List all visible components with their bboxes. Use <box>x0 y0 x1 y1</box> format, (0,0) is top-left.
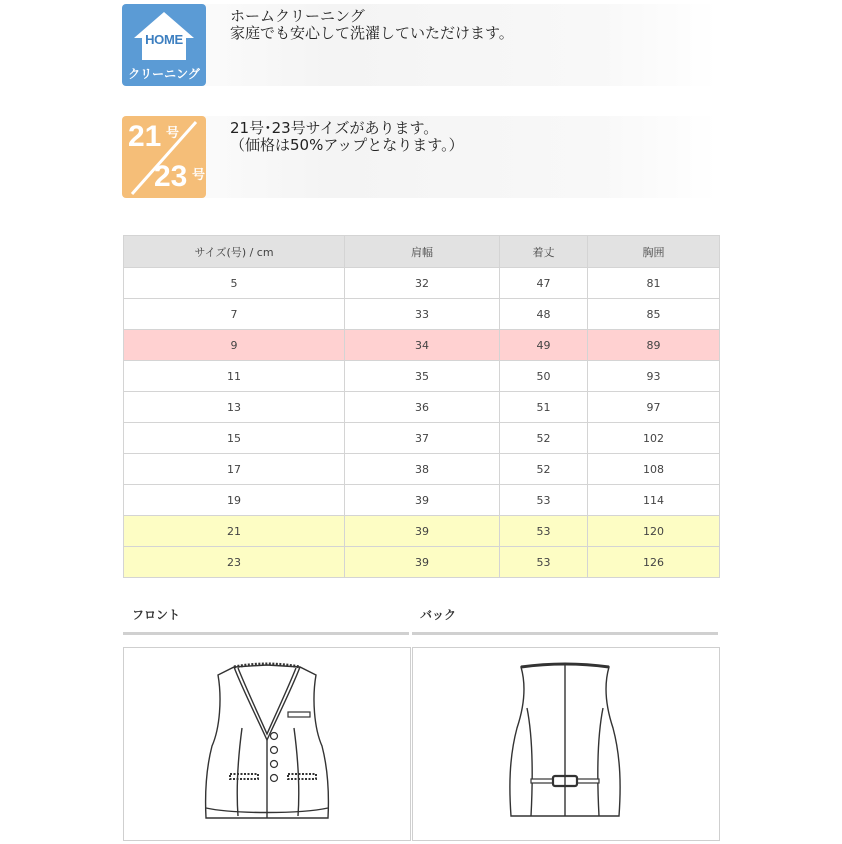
back-divider <box>412 632 718 635</box>
table-row <box>124 268 720 299</box>
size-table-body <box>124 268 720 578</box>
cell-bust: 114 <box>588 485 720 516</box>
cell-length: 49 <box>500 330 588 361</box>
cell-length: 48 <box>500 299 588 330</box>
size-21-suffix: 号 <box>166 125 180 140</box>
cell-bust: 102 <box>588 423 720 454</box>
cell-shoulder-width: 36 <box>345 392 500 423</box>
feature-text <box>230 8 514 42</box>
feature-text <box>230 120 464 154</box>
cell-shoulder-width: 32 <box>345 268 500 299</box>
table-row <box>124 392 720 423</box>
cell-length: 53 <box>500 547 588 578</box>
back-view-illustration <box>412 647 720 841</box>
cell-shoulder-width: 34 <box>345 330 500 361</box>
table-row <box>124 454 720 485</box>
front-view-illustration <box>123 647 411 841</box>
cell-length: 51 <box>500 392 588 423</box>
table-row <box>124 330 720 361</box>
cell-size: 17 <box>124 454 345 485</box>
cell-bust: 85 <box>588 299 720 330</box>
header-size: サイズ(号) / cm <box>124 236 345 268</box>
feature-description: （価格は50%アップとなります。） <box>230 136 464 154</box>
vest-front-drawing <box>124 648 410 840</box>
cell-size: 23 <box>124 547 345 578</box>
back-view-label: バック <box>420 608 457 622</box>
cell-shoulder-width: 38 <box>345 454 500 485</box>
home-icon-label: HOME <box>145 32 183 47</box>
cell-bust: 81 <box>588 268 720 299</box>
cell-length: 52 <box>500 454 588 485</box>
cell-size: 7 <box>124 299 345 330</box>
cell-bust: 120 <box>588 516 720 547</box>
header-shoulder-width: 肩幅 <box>345 236 500 268</box>
cell-bust: 93 <box>588 361 720 392</box>
table-row <box>124 299 720 330</box>
header-length: 着丈 <box>500 236 588 268</box>
cell-size: 15 <box>124 423 345 454</box>
cell-size: 21 <box>124 516 345 547</box>
feature-title: ホームクリーニング <box>230 7 365 25</box>
feature-description: 家庭でも安心して洗濯していただけます。 <box>230 24 514 42</box>
table-row <box>124 423 720 454</box>
cell-shoulder-width: 39 <box>345 547 500 578</box>
cell-size: 13 <box>124 392 345 423</box>
header-bust: 胸囲 <box>588 236 720 268</box>
cleaning-icon-label: クリーニング <box>128 67 200 81</box>
cell-shoulder-width: 33 <box>345 299 500 330</box>
cell-length: 47 <box>500 268 588 299</box>
home-cleaning-icon <box>122 4 206 86</box>
cell-size: 19 <box>124 485 345 516</box>
table-row <box>124 516 720 547</box>
front-divider <box>123 632 409 635</box>
cell-shoulder-width: 37 <box>345 423 500 454</box>
size-21-number: 21 <box>128 120 162 153</box>
size-table <box>123 235 720 578</box>
cell-size: 9 <box>124 330 345 361</box>
cell-length: 50 <box>500 361 588 392</box>
table-row <box>124 547 720 578</box>
feature-home-cleaning <box>122 4 718 86</box>
cell-shoulder-width: 39 <box>345 516 500 547</box>
size-21-23-icon <box>122 116 206 198</box>
size-23-suffix: 号 <box>192 167 206 182</box>
cell-bust: 108 <box>588 454 720 485</box>
feature-large-sizes <box>122 116 718 198</box>
cell-length: 52 <box>500 423 588 454</box>
table-row <box>124 361 720 392</box>
cell-bust: 89 <box>588 330 720 361</box>
cell-bust: 126 <box>588 547 720 578</box>
cell-length: 53 <box>500 485 588 516</box>
vest-back-drawing <box>413 648 719 840</box>
cell-size: 11 <box>124 361 345 392</box>
cell-shoulder-width: 39 <box>345 485 500 516</box>
table-header-row <box>124 236 720 268</box>
cell-length: 53 <box>500 516 588 547</box>
front-view-label: フロント <box>132 608 181 622</box>
size-23-number: 23 <box>154 160 188 193</box>
feature-title: 21号･23号サイズがあります。 <box>230 119 439 137</box>
cell-size: 5 <box>124 268 345 299</box>
cell-bust: 97 <box>588 392 720 423</box>
cell-shoulder-width: 35 <box>345 361 500 392</box>
table-row <box>124 485 720 516</box>
